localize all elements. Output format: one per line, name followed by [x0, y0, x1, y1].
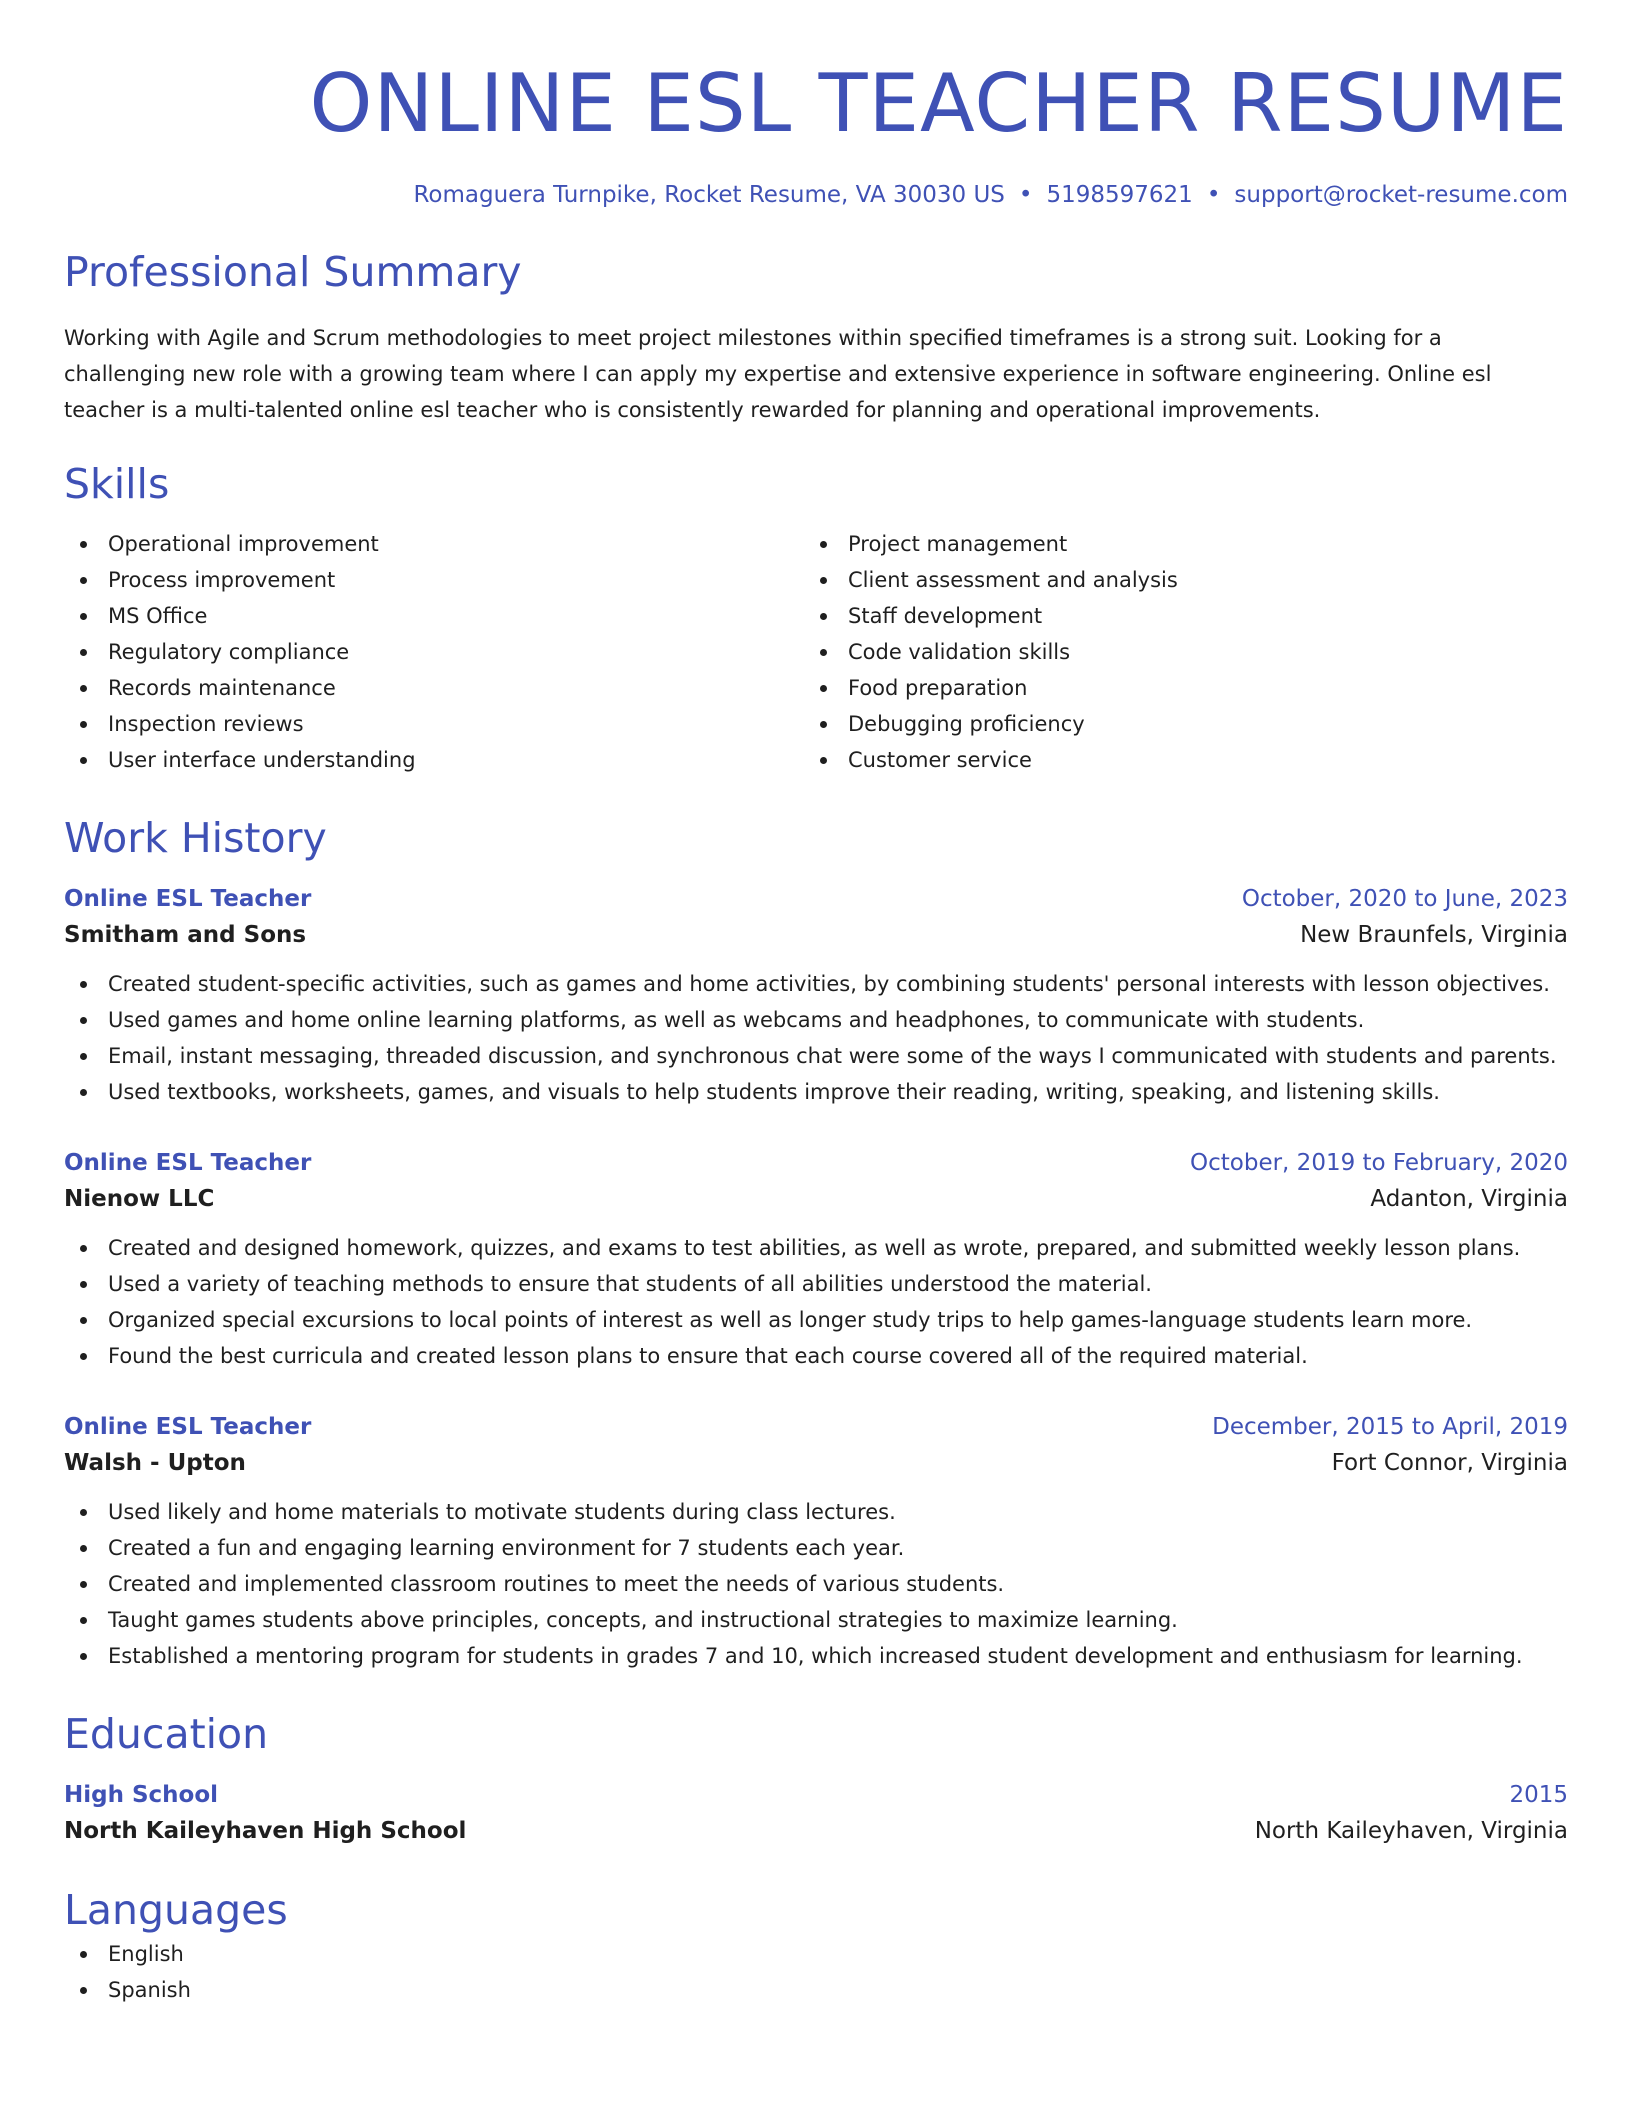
- job-entry: [64, 882, 1568, 1110]
- job-dates: October, 2019 to February, 2020: [1190, 1150, 1568, 1176]
- contact-separator: •: [1206, 182, 1221, 208]
- education-year: 2015: [1509, 1782, 1568, 1808]
- job-dates: October, 2020 to June, 2023: [1241, 886, 1568, 912]
- job-company-row: [64, 916, 1568, 954]
- skill-item: Debugging proficiency: [804, 706, 1544, 742]
- page-title: ONLINE ESL TEACHER RESUME: [309, 57, 1568, 150]
- skill-item: Customer service: [804, 742, 1544, 778]
- contact-address: Romaguera Turnpike, Rocket Resume, VA 30030 US: [413, 182, 1005, 208]
- job-bullets: [64, 1494, 1568, 1674]
- language-item: English: [64, 1936, 1568, 1972]
- skill-item: Client assessment and analysis: [804, 562, 1544, 598]
- section-education: [64, 1708, 1568, 1850]
- education-school-row: [64, 1812, 1568, 1850]
- job-bullet: Used likely and home materials to motivate students during class lectures.: [64, 1494, 1568, 1530]
- skill-item: Operational improvement: [64, 526, 804, 562]
- job-bullet: Established a mentoring program for students in grades 7 and 10, which increased student development and enthusiasm for learning.: [64, 1638, 1568, 1674]
- job-company-row: [64, 1180, 1568, 1218]
- job-company: Smitham and Sons: [64, 922, 307, 948]
- education-school: North Kaileyhaven High School: [64, 1818, 467, 1844]
- job-location: Adanton, Virginia: [1370, 1186, 1568, 1212]
- job-role: Online ESL Teacher: [64, 1414, 312, 1440]
- job-entry: [64, 1146, 1568, 1374]
- skill-item: Inspection reviews: [64, 706, 804, 742]
- languages-list: [64, 1936, 1568, 2008]
- job-entry: [64, 1410, 1568, 1674]
- section-heading: Languages: [64, 1886, 288, 1934]
- skills-column-left: [64, 526, 804, 778]
- job-role: Online ESL Teacher: [64, 886, 312, 912]
- job-dates: December, 2015 to April, 2019: [1212, 1414, 1568, 1440]
- education-degree-row: [64, 1778, 1568, 1812]
- job-role: Online ESL Teacher: [64, 1150, 312, 1176]
- job-bullet: Used games and home online learning platforms, as well as webcams and headphones, to communicate with students.: [64, 1002, 1568, 1038]
- skill-item: MS Office: [64, 598, 804, 634]
- skill-item: Project management: [804, 526, 1544, 562]
- job-title-row: [64, 1410, 1568, 1444]
- section-skills: [64, 458, 1568, 778]
- job-bullets: [64, 966, 1568, 1110]
- contact-separator: •: [1018, 182, 1033, 208]
- job-bullet: Created a fun and engaging learning environment for 7 students each year.: [64, 1530, 1568, 1566]
- job-bullet: Created and designed homework, quizzes, and exams to test abilities, as well as wrote, prepared, and submitted weekly lesson plans.: [64, 1230, 1568, 1266]
- section-professional-summary: [64, 246, 1568, 428]
- skills-grid: [64, 526, 1568, 778]
- contact-phone: 5198597621: [1046, 182, 1193, 208]
- job-bullets: [64, 1230, 1568, 1374]
- contact-line: [64, 180, 1568, 210]
- contact-email[interactable]: support@rocket-resume.com: [1234, 182, 1568, 208]
- section-heading: Professional Summary: [64, 248, 522, 296]
- job-company: Walsh - Upton: [64, 1450, 246, 1476]
- section-heading: Skills: [64, 460, 170, 508]
- job-bullet: Created and implemented classroom routines to meet the needs of various students.: [64, 1566, 1568, 1602]
- skill-item: Process improvement: [64, 562, 804, 598]
- summary-text: Working with Agile and Scrum methodologies to meet project milestones within specified timeframes is a strong suit. Looking for a challenging new role with a growing team where I can apply my expertise and extensive experience in software engineering. Online esl teacher is a multi-talented online esl teacher who is consistently rewarded for planning and operational improvements.: [64, 326, 1492, 422]
- education-degree: High School: [64, 1782, 219, 1808]
- job-bullet: Email, instant messaging, threaded discussion, and synchronous chat were some of the ways I communicated with students and parents.: [64, 1038, 1568, 1074]
- skill-item: Records maintenance: [64, 670, 804, 706]
- skill-item: Regulatory compliance: [64, 634, 804, 670]
- job-location: New Braunfels, Virginia: [1300, 922, 1568, 948]
- language-item: Spanish: [64, 1972, 1568, 2008]
- skill-item: Code validation skills: [804, 634, 1544, 670]
- section-heading: Education: [64, 1710, 269, 1758]
- job-bullet: Used a variety of teaching methods to ensure that students of all abilities understood the material.: [64, 1266, 1568, 1302]
- section-work-history: [64, 812, 1568, 1674]
- skill-item: Staff development: [804, 598, 1544, 634]
- job-company-row: [64, 1444, 1568, 1482]
- job-bullet: Found the best curricula and created lesson plans to ensure that each course covered all of the required material.: [64, 1338, 1568, 1374]
- section-heading: Work History: [64, 814, 327, 862]
- job-bullet: Organized special excursions to local points of interest as well as longer study trips to help games-language students learn more.: [64, 1302, 1568, 1338]
- education-entry: [64, 1778, 1568, 1850]
- job-location: Fort Connor, Virginia: [1331, 1450, 1568, 1476]
- skill-item: Food preparation: [804, 670, 1544, 706]
- job-bullet: Taught games students above principles, concepts, and instructional strategies to maximize learning.: [64, 1602, 1568, 1638]
- job-company: Nienow LLC: [64, 1186, 215, 1212]
- skill-item: User interface understanding: [64, 742, 804, 778]
- education-location: North Kaileyhaven, Virginia: [1254, 1818, 1568, 1844]
- section-languages: [64, 1884, 1568, 2008]
- resume-header: [64, 56, 1568, 210]
- job-bullet: Created student-specific activities, such as games and home activities, by combining students' personal interests with lesson objectives.: [64, 966, 1568, 1002]
- job-bullet: Used textbooks, worksheets, games, and visuals to help students improve their reading, writing, speaking, and listening skills.: [64, 1074, 1568, 1110]
- skills-column-right: [804, 526, 1544, 778]
- job-title-row: [64, 882, 1568, 916]
- job-title-row: [64, 1146, 1568, 1180]
